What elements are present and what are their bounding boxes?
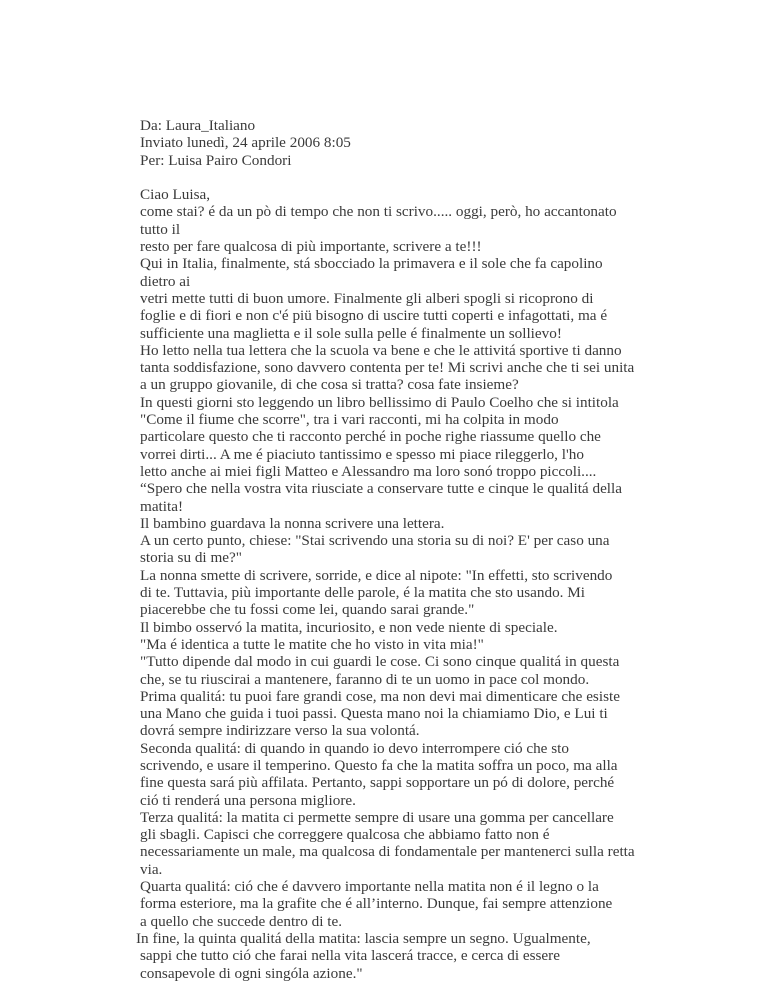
header-from: Da: Laura_Italiano xyxy=(140,117,256,134)
header-sent: Inviato lunedì, 24 aprile 2006 8:05 xyxy=(140,134,351,152)
letter-text xyxy=(136,117,700,982)
body-line: letto anche ai miei figli Matteo e Alessandro ma loro sonó troppo piccoli.... xyxy=(140,462,597,480)
body-line: La nonna smette di scrivere, sorride, e dice al nipote: "In effetti, sto scrivendo xyxy=(140,566,613,584)
body-line: via. xyxy=(140,860,163,878)
letter-body xyxy=(136,186,700,982)
body-line: necessariamente un male, ma qualcosa di fondamentale per mantenerci sulla retta xyxy=(140,843,635,861)
body-line: vetri mette tutti di buon umore. Finalmente gli alberi spogli si ricoprono di xyxy=(140,289,594,307)
body-line: resto per fare qualcosa di più importante, scrivere a te!!! xyxy=(140,238,482,256)
body-line: scrivendo, e usare il temperino. Questo fa che la matita soffra un poco, ma alla xyxy=(140,756,618,774)
blank-line xyxy=(140,169,700,186)
body-line: particolare questo che ti racconto perché in poche righe riassume quello che xyxy=(140,428,601,446)
body-line: "Come il fiume che scorre", tra i vari racconti, mi ha colpita in modo xyxy=(140,411,559,429)
body-line: Il bimbo osservó la matita, incuriosito, e non vede niente di speciale. xyxy=(140,618,558,636)
body-line: Ho letto nella tua lettera che la scuola va bene e che le attivitá sportive ti danno xyxy=(140,341,622,359)
body-line: dietro ai xyxy=(140,272,191,290)
body-line: "Ma é identica a tutte le matite che ho visto in vita mia!" xyxy=(140,635,484,653)
body-line: Quarta qualitá: ció che é davvero importante nella matita non é il legno o la xyxy=(140,878,599,896)
body-line: tanta soddisfazione, sono davvero contenta per te! Mi scrivi anche che ti sei unita xyxy=(140,359,635,377)
body-line: che, se tu riuscirai a mantenere, faranno di te un uomo in pace col mondo. xyxy=(140,670,590,688)
body-line: storia su di me?" xyxy=(140,549,242,567)
header-to: Per: Luisa Pairo Condori xyxy=(140,151,292,169)
body-line: Ciao Luisa, xyxy=(140,186,211,204)
body-line: A un certo punto, chiese: "Stai scrivendo una storia su di noi? E' per caso una xyxy=(140,532,610,550)
body-line: forma esteriore, ma la grafite che é all’interno. Dunque, fai sempre attenzione xyxy=(140,895,613,913)
body-line: vorrei dirti... A me é piaciuto tantissimo e spesso mi piace rileggerlo, l'ho xyxy=(140,445,584,463)
body-line: Seconda qualitá: di quando in quando io devo interrompere ció che sto xyxy=(140,739,569,757)
body-line: tutto il xyxy=(140,220,181,238)
body-line: matita! xyxy=(140,497,184,515)
body-line: In fine, la quinta qualitá della matita: lascia sempre un segno. Ugualmente, xyxy=(136,929,591,947)
body-line: fine questa sará più affilata. Pertanto, sappi sopportare un pó di dolore, perché xyxy=(140,774,615,792)
body-line: consapevole di ogni singóla azione." xyxy=(140,964,363,982)
body-line: gli sbagli. Capisci che correggere qualcosa che abbiamo fatto non é xyxy=(140,826,550,844)
body-line: Prima qualitá: tu puoi fare grandi cose, ma non devi mai dimenticare che esiste xyxy=(140,687,620,705)
body-line: "Tutto dipende dal modo in cui guardi le cose. Ci sono cinque qualitá in questa xyxy=(140,653,620,671)
body-line: foglie e di fiori e non c'é piü bisogno di uscire tutti coperti e infagottati, ma é xyxy=(140,307,608,325)
body-line: Qui in Italia, finalmente, stá sbocciado la primavera e il sole che fa capolino xyxy=(140,255,603,273)
body-line: sappi che tutto ció che farai nella vita lascerá tracce, e cerca di essere xyxy=(140,947,560,965)
body-line: Il bambino guardava la nonna scrivere una lettera. xyxy=(140,514,445,532)
body-line: Terza qualitá: la matita ci permette sempre di usare una gomma per cancellare xyxy=(140,808,614,826)
body-line: a quello che succede dentro di te. xyxy=(140,912,342,930)
body-line: una Mano che guida i tuoi passi. Questa mano noi la chiamiamo Dio, e Lui ti xyxy=(140,705,608,723)
body-line: ció ti renderá una persona migliore. xyxy=(140,791,356,809)
body-line: di te. Tuttavia, più importante delle parole, é la matita che sto usando. Mi xyxy=(140,584,585,602)
body-line: dovrá sempre indirizzare verso la sua volontá. xyxy=(140,722,420,740)
body-line: sufficiente una maglietta e il sole sulla pelle é finalmente un sollievo! xyxy=(140,324,562,342)
body-line: a un gruppo giovanile, di che cosa si tratta? cosa fate insieme? xyxy=(140,376,519,394)
body-line: piacerebbe che tu fossi come lei, quando sarai grande." xyxy=(140,601,475,619)
body-line: “Spero che nella vostra vita riusciate a conservare tutte e cinque le qualitá della xyxy=(140,480,622,498)
body-line: In questi giorni sto leggendo un libro bellissimo di Paulo Coelho che si intitola xyxy=(140,393,619,411)
body-line: come stai? é da un pò di tempo che non ti scrivo..... oggi, però, ho accantonato xyxy=(140,203,617,221)
